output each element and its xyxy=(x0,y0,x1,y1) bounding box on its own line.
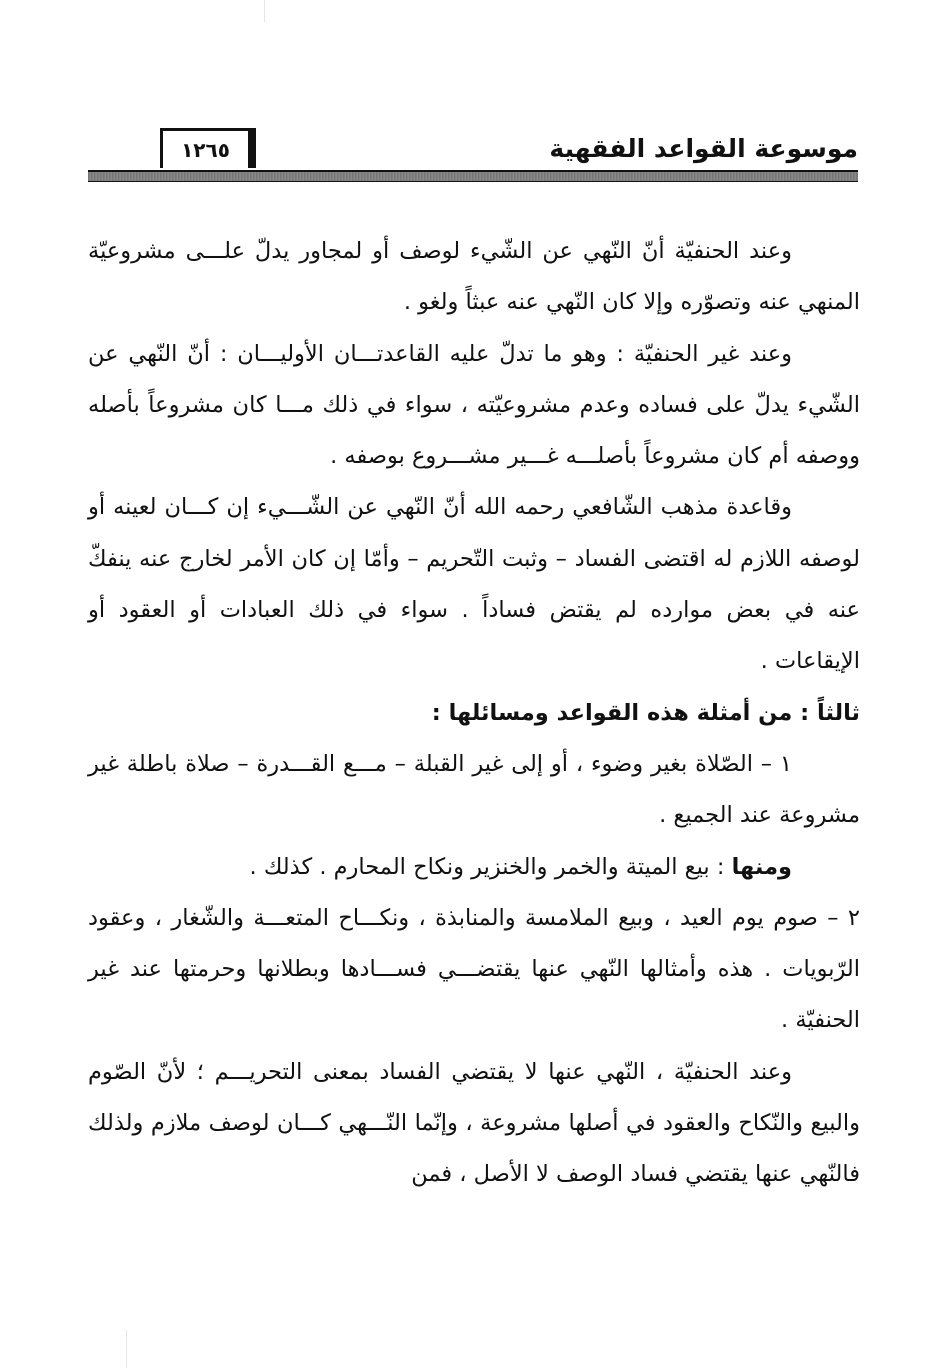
lead-word: ومنها xyxy=(731,853,792,880)
section-heading: ثالثاً : من أمثلة هذه القواعد ومسائلها : xyxy=(431,699,860,726)
scan-margin-line-bottom xyxy=(126,1330,127,1368)
example-2: ٢ – صوم يوم العيد ، وبيع الملامسة والمنابذة ، ونكـــاح المتعـــة والشّغار ، وعقود الرّبويات . هذه وأمثالها النّهي عنها يقتضـــي فســـادها وبطلانها وحرمتها عند غير الحنفيّة . xyxy=(88,904,860,1034)
paragraph-non-hanafi-view: وعند غير الحنفيّة : وهو ما تدلّ عليه القاعدتـــان الأوليـــان : أنّ النّهي عن الشّيء يدلّ على فساده وعدم مشروعيّته ، سواء في ذلك مـــا كان مشروعاً بأصله ووصفه أم كان مشروعاً بأصلـــه غـــير مشـــروع بوصفه . xyxy=(88,340,860,470)
page-number: ١٢٦٥ xyxy=(160,128,256,168)
page-header xyxy=(88,128,858,180)
paragraph-shafii-rule: وقاعدة مذهب الشّافعي رحمه الله أنّ النّهي عن الشّـــيء إن كـــان لعينه أو لوصفه اللازم له اقتضى الفساد – وثبت التّحريم – وأمّا إن كان الأمر لخارج عنه ينفكّ عنه في بعض موارده لم يقتض فساداً . سواء في ذلك العبادات أو العقود أو الإيقاعات . xyxy=(88,494,860,675)
paragraph-hanafi-example: وعند الحنفيّة ، النّهي عنها لا يقتضي الفساد بمعنى التحريـــم ؛ لأنّ الصّوم والبيع والنّكاح والعقود في أصلها مشروعة ، وإنّما النّـــهي كـــان لوصف ملازم ولذلك فالنّهي عنها يقتضي فساد الوصف لا الأصل ، فمن xyxy=(88,1058,860,1188)
example-1-continued xyxy=(88,842,860,893)
header-divider xyxy=(88,170,858,182)
page-body xyxy=(88,226,860,1201)
scan-margin-line xyxy=(264,0,265,22)
running-title: موسوعة القواعد الفقهية xyxy=(549,134,858,163)
paragraph-hanafi-view: وعند الحنفيّة أنّ النّهي عن الشّيء لوصف أو لمجاور يدلّ علـــى مشروعيّة المنهي عنه وتصوّره وإلا كان النّهي عنه عبثاً ولغو . xyxy=(88,238,860,316)
example-1: ١ – الصّلاة بغير وضوء ، أو إلى غير القبلة – مـــع القـــدرة – صلاة باطلة غير مشروعة عند الجميع . xyxy=(88,750,860,829)
example-1-continued-text: : بيع الميتة والخمر والخنزير ونكاح المحارم . كذلك . xyxy=(249,853,732,880)
